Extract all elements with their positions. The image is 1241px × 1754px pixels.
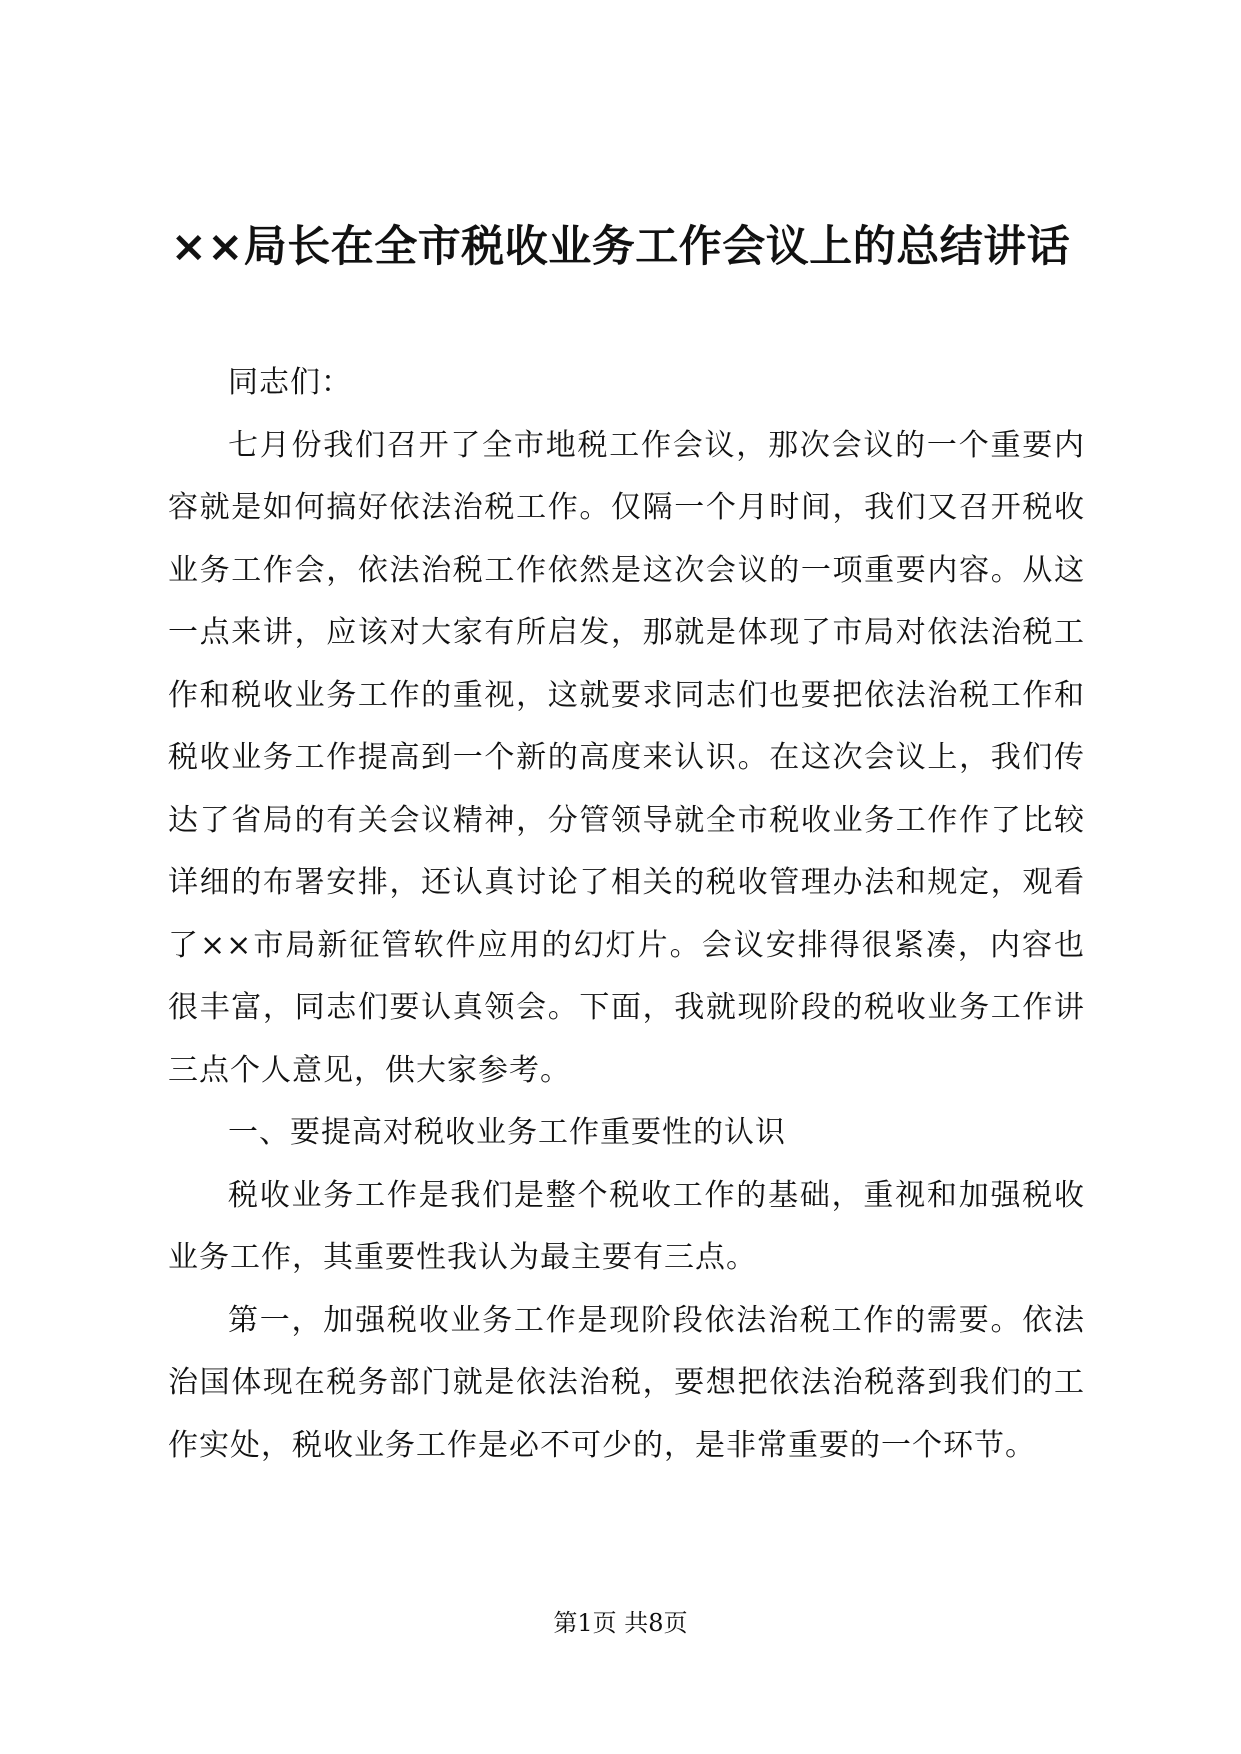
salutation: 同志们： xyxy=(228,365,352,400)
paragraph-point-1: 第一，加强税收业务工作是现阶段依法治税工作的需要。依法治国体现在税务部门就是依法治税，要想把依法治税落到我们的工作实处，税收业务工作是必不可少的，是非常重要的一个环节。 xyxy=(168,1302,1085,1463)
page-number-footer: 第1页 共8页 xyxy=(553,1609,688,1637)
paragraph-intro: 七月份我们召开了全市地税工作会议，那次会议的一个重要内容就是如何搞好依法治税工作。仅隔一个月时间，我们又召开税收业务工作会，依法治税工作依然是这次会议的一项重要内容。从这一点来讲，应该对大家有所启发，那就是体现了市局对依法治税工作和税收业务工作的重视，这就要求同志们也要把依法治税工作和税收业务工作提高到一个新的高度来认识。在这次会议上，我们传达了省局的有关会议精神，分管领导就全市税收业务工作作了比较详细的布署安排，还认真讨论了相关的税收管理办法和规定，观看了××市局新征管软件应用的幻灯片。会议安排得很紧凑，内容也很丰富，同志们要认真领会。下面，我就现阶段的税收业务工作讲三点个人意见，供大家参考。 xyxy=(168,427,1085,1088)
paragraph-section-1: 税收业务工作是我们是整个税收工作的基础，重视和加强税收业务工作，其重要性我认为最主要有三点。 xyxy=(168,1177,1085,1275)
document-body xyxy=(168,352,1085,1477)
section-heading-1: 一、要提高对税收业务工作重要性的认识 xyxy=(228,1115,786,1150)
document-title: ××局长在全市税收业务工作会议上的总结讲话 xyxy=(170,222,1071,272)
